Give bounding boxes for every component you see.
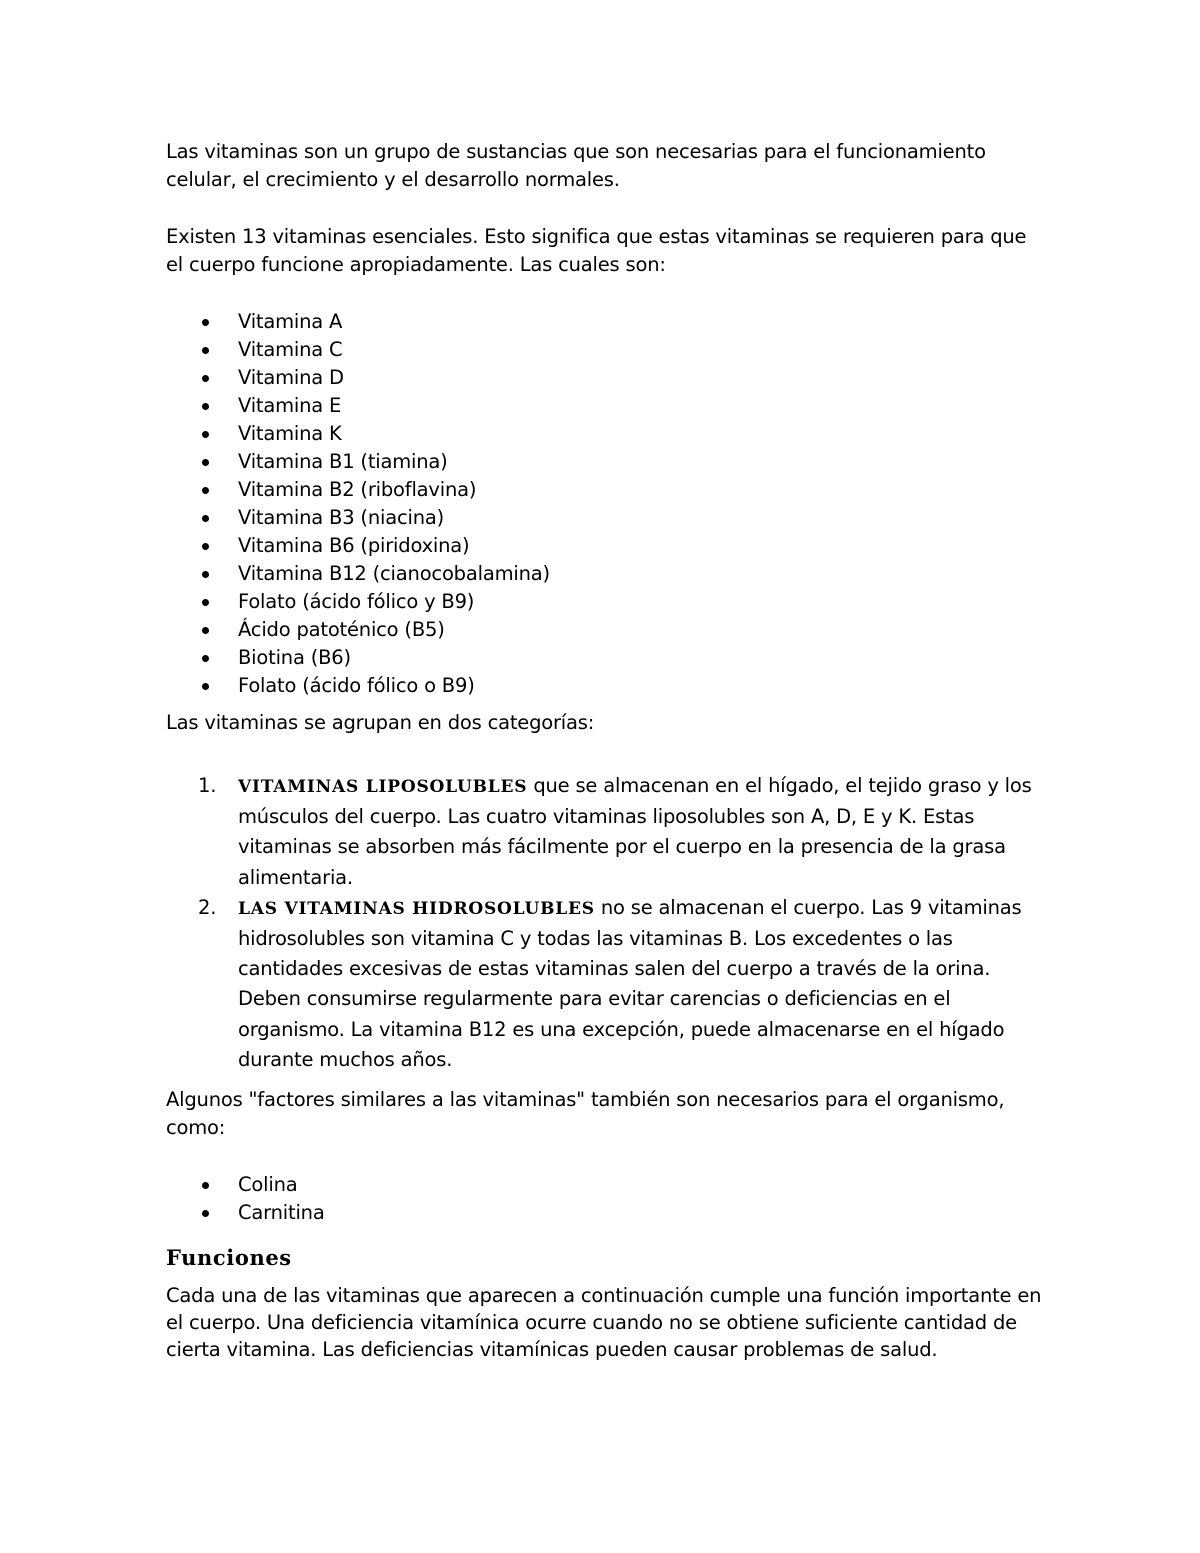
category-term: LAS VITAMINAS HIDROSOLUBLES bbox=[238, 898, 595, 919]
bullet-icon bbox=[202, 571, 209, 578]
vitamin-list bbox=[166, 308, 1046, 700]
list-item bbox=[166, 616, 1046, 644]
bullet-icon bbox=[202, 655, 209, 662]
list-item bbox=[166, 672, 1046, 700]
list-item bbox=[166, 1199, 1046, 1227]
bullet-icon bbox=[202, 683, 209, 690]
vitamin-label: Vitamina K bbox=[238, 422, 342, 445]
bullet-icon bbox=[202, 431, 209, 438]
list-item bbox=[166, 476, 1046, 504]
vitamin-label: Vitamina C bbox=[238, 338, 343, 361]
category-number: 2. bbox=[198, 895, 217, 919]
category-text: que se almacenan en el hígado, el tejido graso y los músculos del cuerpo. Las cuatro vitaminas liposolubles son A, D, E y K. Estas vitaminas se absorben más fácilmente por el cuerpo en la presencia de la grasa alimentaria. bbox=[238, 774, 1032, 889]
factors-intro: Algunos "factores similares a las vitaminas" también son necesarios para el organismo, como: bbox=[166, 1088, 1005, 1140]
vitamin-label: Folato (ácido fólico y B9) bbox=[238, 590, 475, 613]
bullet-icon bbox=[202, 375, 209, 382]
intro-paragraph: Las vitaminas son un grupo de sustancias que son necesarias para el funcionamiento celular, el crecimiento y el desarrollo normales. bbox=[166, 140, 986, 191]
vitamin-label: Folato (ácido fólico o B9) bbox=[238, 674, 475, 697]
vitamin-label: Vitamina B6 (piridoxina) bbox=[238, 534, 470, 557]
section-paragraph: Cada una de las vitaminas que aparecen a continuación cumple una función importante en el cuerpo. Una deficiencia vitamínica ocurre cuando no se obtiene suficiente cantidad de cierta vitamina. Las deficiencias vitamínicas pueden causar problemas de salud. bbox=[166, 1284, 1042, 1362]
list-item bbox=[166, 504, 1046, 532]
list-item bbox=[166, 1171, 1046, 1199]
list-item bbox=[166, 560, 1046, 588]
bullet-icon bbox=[202, 599, 209, 606]
bullet-icon bbox=[202, 459, 209, 466]
list-item bbox=[166, 364, 1046, 392]
list-item bbox=[166, 532, 1046, 560]
vitamin-label: Ácido patoténico (B5) bbox=[238, 618, 445, 641]
category-text: no se almacenan el cuerpo. Las 9 vitaminas hidrosolubles son vitamina C y todas las vitaminas B. Los excedentes o las cantidades excesivas de estas vitaminas salen del cuerpo a través de la orina. Deben consumirse regularmente para evitar carencias o deficiencias en el organismo. La vitamina B12 es una excepción, puede almacenarse en el hígado durante muchos años. bbox=[238, 895, 1022, 1071]
factor-label: Colina bbox=[238, 1173, 298, 1197]
list-item bbox=[166, 644, 1046, 672]
vitamin-label: Vitamina B2 (riboflavina) bbox=[238, 478, 477, 501]
bullet-icon bbox=[202, 319, 209, 326]
category-item bbox=[166, 893, 1046, 1075]
bullet-icon bbox=[202, 487, 209, 494]
list-item bbox=[166, 336, 1046, 364]
document-page bbox=[166, 138, 1046, 1363]
list-item bbox=[166, 588, 1046, 616]
list-item bbox=[166, 420, 1046, 448]
vitamin-label: Vitamina B12 (cianocobalamina) bbox=[238, 562, 550, 585]
vitamin-label: Vitamina E bbox=[238, 394, 342, 417]
bullet-icon bbox=[202, 347, 209, 354]
vitamin-label: Biotina (B6) bbox=[238, 646, 351, 669]
bullet-icon bbox=[202, 1182, 209, 1189]
categories-list bbox=[166, 771, 1046, 1075]
vitamin-label: Vitamina B1 (tiamina) bbox=[238, 450, 448, 473]
list-item bbox=[166, 392, 1046, 420]
vitamin-label: Vitamina A bbox=[238, 310, 343, 333]
bullet-icon bbox=[202, 543, 209, 550]
factors-list bbox=[166, 1171, 1046, 1227]
category-item bbox=[166, 771, 1046, 893]
vitamin-label: Vitamina D bbox=[238, 366, 344, 389]
bullet-icon bbox=[202, 403, 209, 410]
essentials-paragraph: Existen 13 vitaminas esenciales. Esto significa que estas vitaminas se requieren para que el cuerpo funcione apropiadamente. Las cuales son: bbox=[166, 225, 1027, 276]
bullet-icon bbox=[202, 1210, 209, 1217]
category-number: 1. bbox=[198, 774, 217, 797]
categories-intro: Las vitaminas se agrupan en dos categorías: bbox=[166, 711, 595, 734]
list-item bbox=[166, 308, 1046, 336]
list-item bbox=[166, 448, 1046, 476]
vitamin-label: Vitamina B3 (niacina) bbox=[238, 506, 445, 529]
bullet-icon bbox=[202, 515, 209, 522]
bullet-icon bbox=[202, 627, 209, 634]
section-heading: Funciones bbox=[166, 1245, 292, 1271]
factor-label: Carnitina bbox=[238, 1201, 325, 1225]
category-term: VITAMINAS LIPOSOLUBLES bbox=[238, 777, 528, 797]
